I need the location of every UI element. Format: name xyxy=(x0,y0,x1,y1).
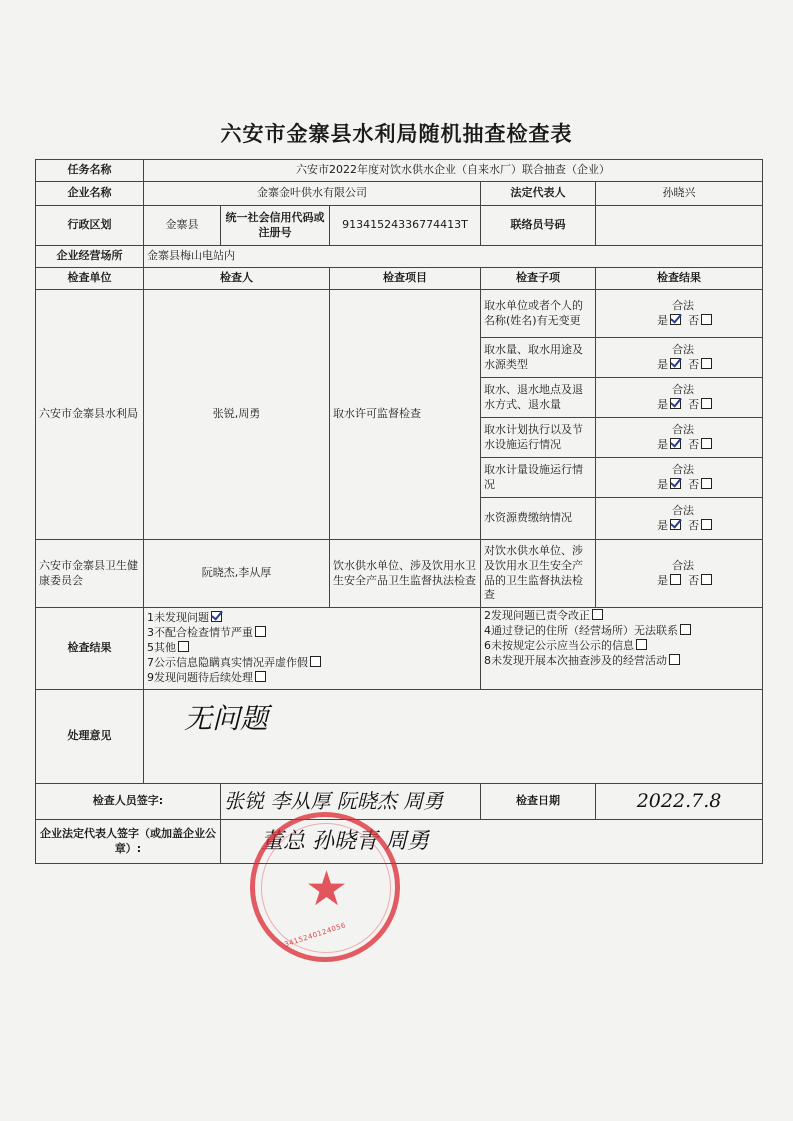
yes-label: 是 xyxy=(657,357,669,371)
header-item: 检查项目 xyxy=(330,268,481,290)
yes-label: 是 xyxy=(657,518,669,532)
result-option-checkbox[interactable] xyxy=(310,656,321,667)
address-label: 企业经营场所 xyxy=(36,246,144,268)
result-option xyxy=(147,671,477,686)
document-title: 六安市金寨县水利局随机抽查检查表 xyxy=(220,122,573,146)
header-subitem: 检查子项 xyxy=(481,268,596,290)
seal-code: 3415240124056 xyxy=(283,921,348,949)
address-value: 金寨县梅山电站内 xyxy=(144,246,763,268)
inspector-sign-label: 检查人员签字: xyxy=(36,784,221,820)
credit-code-value: 91341524336774413T xyxy=(330,206,481,246)
subitem-text: 取水计划执行以及节水设施运行情况 xyxy=(481,418,596,458)
yes-checkbox[interactable] xyxy=(670,478,681,489)
subitem-text: 取水、退水地点及退水方式、退水量 xyxy=(481,378,596,418)
result-option-label: 7公示信息隐瞒真实情况弄虚作假 xyxy=(147,655,308,669)
result-option-label: 4通过登记的住所（经营场所）无法联系 xyxy=(484,623,678,637)
region-value: 金寨县 xyxy=(144,206,221,246)
result-option xyxy=(484,624,759,639)
subitem-text: 取水计量设施运行情况 xyxy=(481,458,596,498)
result-option-checkbox[interactable] xyxy=(178,641,189,652)
subitem-result xyxy=(596,540,763,608)
result-option xyxy=(147,641,477,656)
group2-item: 饮水供水单位、涉及饮用水卫生安全产品卫生监督执法检查 xyxy=(330,540,481,608)
subitem-text: 取水量、取水用途及水源类型 xyxy=(481,338,596,378)
result-label: 合法 xyxy=(672,382,695,396)
result-option xyxy=(484,609,759,624)
legal-rep-value: 孙晓兴 xyxy=(596,182,763,206)
region-label: 行政区划 xyxy=(36,206,144,246)
result-label: 合法 xyxy=(672,422,695,436)
legal-rep-label: 法定代表人 xyxy=(481,182,596,206)
legal-sign-label: 企业法定代表人签字（或加盖企业公章）: xyxy=(36,820,221,864)
task-label: 任务名称 xyxy=(36,160,144,182)
result-label: 合法 xyxy=(672,558,695,572)
yes-label: 是 xyxy=(657,313,669,327)
header-inspector: 检查人 xyxy=(144,268,330,290)
group1-inspector: 张锐,周勇 xyxy=(144,290,330,540)
result-option-label: 1未发现问题 xyxy=(147,611,209,625)
yes-label: 是 xyxy=(657,573,669,587)
inspection-form-table xyxy=(35,159,763,864)
yes-checkbox[interactable] xyxy=(670,314,681,325)
no-checkbox[interactable] xyxy=(701,314,712,325)
result-label: 合法 xyxy=(672,462,695,476)
no-label: 否 xyxy=(688,397,700,411)
no-label: 否 xyxy=(688,437,700,451)
subitem-result xyxy=(596,290,763,338)
no-checkbox[interactable] xyxy=(701,478,712,489)
result-section-label: 检查结果 xyxy=(36,608,144,690)
result-label: 合法 xyxy=(672,342,695,356)
group2-unit: 六安市金寨县卫生健康委员会 xyxy=(36,540,144,608)
result-option xyxy=(147,656,477,671)
yes-label: 是 xyxy=(657,477,669,491)
no-checkbox[interactable] xyxy=(701,519,712,530)
liaison-label: 联络员号码 xyxy=(481,206,596,246)
task-value: 六安市2022年度对饮水供水企业（自来水厂）联合抽查（企业） xyxy=(144,160,763,182)
yes-checkbox[interactable] xyxy=(670,358,681,369)
result-option-label: 3不配合检查情节严重 xyxy=(147,626,253,640)
result-option-checkbox[interactable] xyxy=(255,671,266,682)
no-checkbox[interactable] xyxy=(701,358,712,369)
company-value: 金寨金叶供水有限公司 xyxy=(144,182,481,206)
no-label: 否 xyxy=(688,573,700,587)
result-option-checkbox[interactable] xyxy=(669,654,680,665)
subitem-text: 水资源费缴纳情况 xyxy=(481,498,596,540)
no-label: 否 xyxy=(688,313,700,327)
credit-code-label: 统一社会信用代码或注册号 xyxy=(221,206,330,246)
header-unit: 检查单位 xyxy=(36,268,144,290)
result-option xyxy=(484,654,759,669)
opinion-label: 处理意见 xyxy=(36,690,144,784)
result-option-label: 5其他 xyxy=(147,641,176,655)
subitem-text: 取水单位或者个人的名称(姓名)有无变更 xyxy=(481,290,596,338)
result-option xyxy=(484,639,759,654)
result-label: 合法 xyxy=(672,298,695,312)
no-checkbox[interactable] xyxy=(701,438,712,449)
yes-checkbox[interactable] xyxy=(670,438,681,449)
result-option-checkbox[interactable] xyxy=(636,639,647,650)
legal-signatures: 董总 孙晓青 周勇 xyxy=(221,820,763,864)
result-option-checkbox[interactable] xyxy=(592,609,603,620)
yes-label: 是 xyxy=(657,397,669,411)
seal-star-icon: ★ xyxy=(305,861,349,917)
subitem-result xyxy=(596,378,763,418)
result-option-label: 9发现问题待后续处理 xyxy=(147,670,253,684)
no-label: 否 xyxy=(688,518,700,532)
company-label: 企业名称 xyxy=(36,182,144,206)
subitem-result xyxy=(596,338,763,378)
liaison-value xyxy=(596,206,763,246)
yes-label: 是 xyxy=(657,437,669,451)
group1-item: 取水许可监督检查 xyxy=(330,290,481,540)
result-option-label: 2发现问题已责令改正 xyxy=(484,609,590,622)
subitem-result xyxy=(596,458,763,498)
inspector-signatures: 张锐 李从厚 阮晓杰 周勇 xyxy=(221,784,481,820)
result-option-checkbox[interactable] xyxy=(255,626,266,637)
result-options-right xyxy=(481,608,763,690)
result-option-label: 6未按规定公示应当公示的信息 xyxy=(484,638,634,652)
no-checkbox[interactable] xyxy=(701,574,712,585)
subitem-text: 对饮水供水单位、涉及饮用水卫生安全产品的卫生监督执法检查 xyxy=(481,540,596,608)
subitem-result xyxy=(596,498,763,540)
subitem-result xyxy=(596,418,763,458)
header-result: 检查结果 xyxy=(596,268,763,290)
result-option-label: 8未发现开展本次抽查涉及的经营活动 xyxy=(484,653,667,667)
inspection-date-label: 检查日期 xyxy=(481,784,596,820)
result-option xyxy=(147,626,477,641)
no-label: 否 xyxy=(688,357,700,371)
result-option xyxy=(147,611,477,626)
result-option-checkbox[interactable] xyxy=(211,611,222,622)
yes-checkbox[interactable] xyxy=(670,398,681,409)
result-option-checkbox[interactable] xyxy=(680,624,691,635)
group1-unit: 六安市金寨县水利局 xyxy=(36,290,144,540)
result-options-left xyxy=(144,608,481,690)
company-seal xyxy=(250,812,400,962)
no-checkbox[interactable] xyxy=(701,398,712,409)
inspection-date-value: 2022.7.8 xyxy=(596,784,763,820)
group2-inspector: 阮晓杰,李从厚 xyxy=(144,540,330,608)
result-label: 合法 xyxy=(672,503,695,517)
opinion-handwritten: 无问题 xyxy=(184,702,269,735)
yes-checkbox[interactable] xyxy=(670,519,681,530)
no-label: 否 xyxy=(688,477,700,491)
yes-checkbox[interactable] xyxy=(670,574,681,585)
